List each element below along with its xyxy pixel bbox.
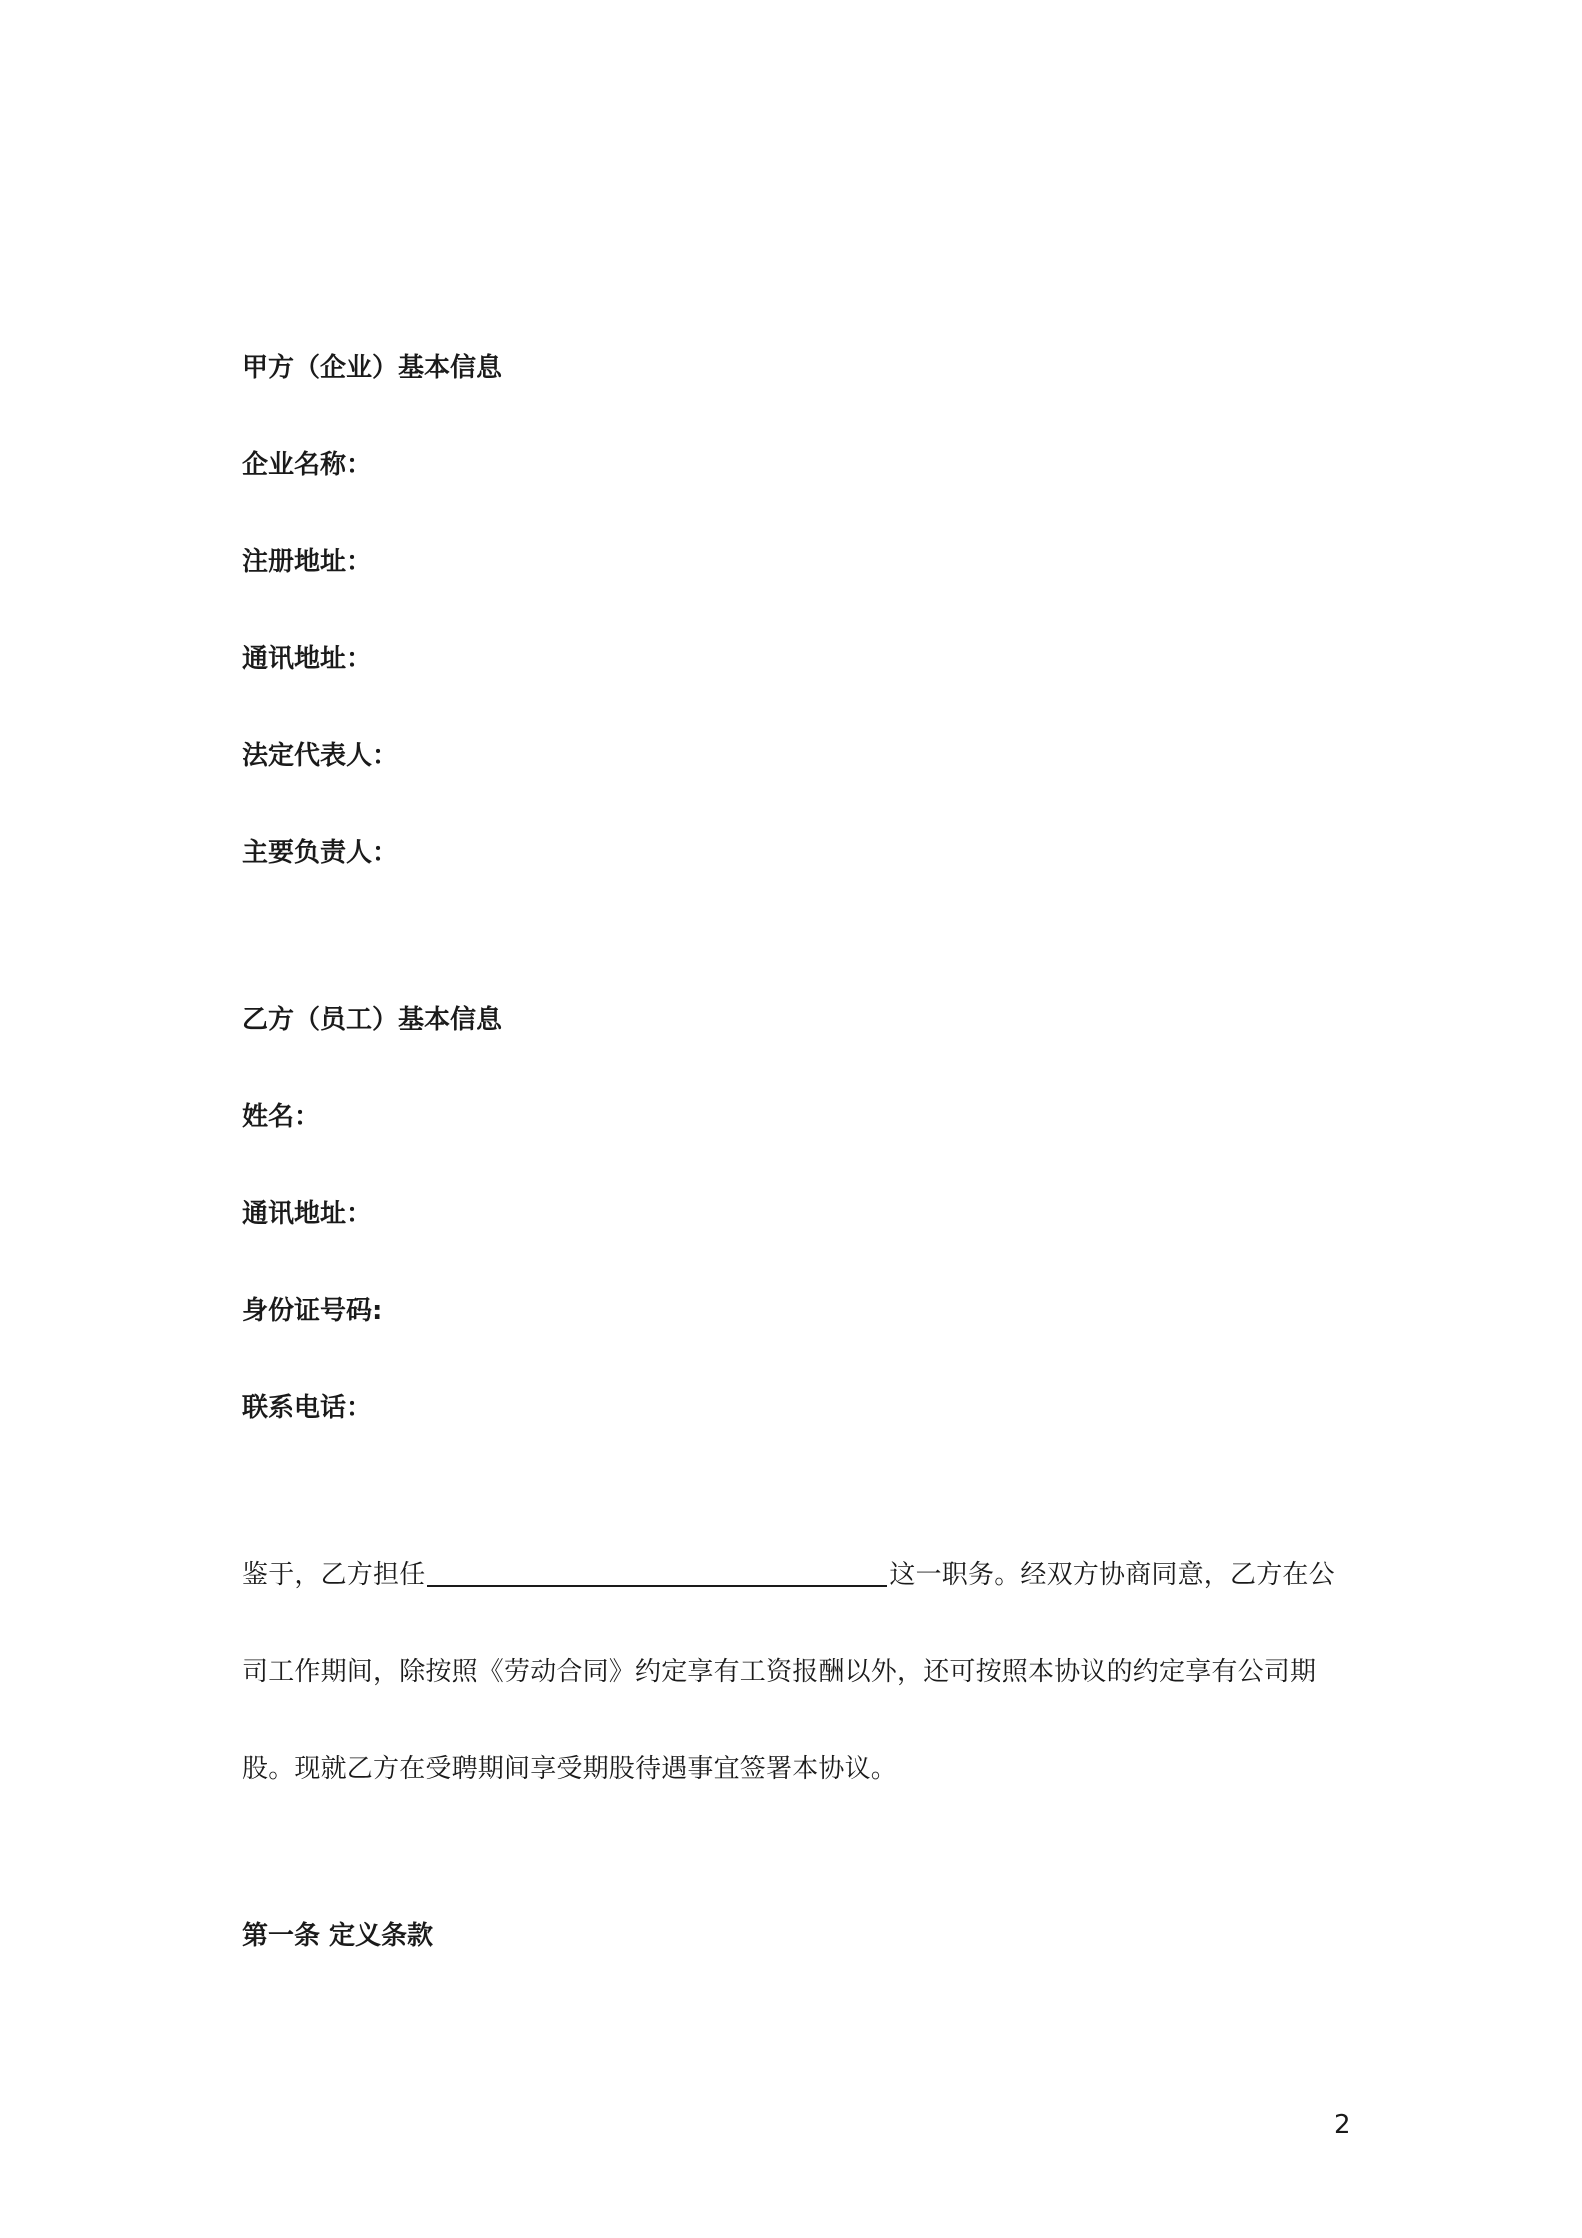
phone-label: 联系电话： [242, 1393, 373, 1423]
registered-address-label: 注册地址： [242, 547, 373, 577]
article-1-heading: 第一条 定义条款 [242, 1921, 434, 1951]
position-blank [427, 1557, 887, 1587]
id-number-label: 身份证号码: [242, 1296, 383, 1326]
preamble-line-1-start: 鉴于，乙方担任 [242, 1560, 426, 1590]
employee-name-label: 姓名： [242, 1102, 321, 1132]
preamble-line-3: 股。现就乙方在受聘期间享受期股待遇事宜签署本协议。 [242, 1754, 898, 1784]
party-a-heading: 甲方（企业）基本信息 [242, 353, 503, 383]
principal-person-label: 主要负责人： [242, 838, 399, 868]
preamble-line-1-end: 这一职务。经双方协商同意，乙方在公 [889, 1560, 1335, 1590]
page-number: 2 [1334, 2110, 1351, 2140]
party-b-heading: 乙方（员工）基本信息 [242, 1005, 503, 1035]
party-a-mailing-address-label: 通讯地址： [242, 644, 373, 674]
preamble-line-2: 司工作期间，除按照《劳动合同》约定享有工资报酬以外，还可按照本协议的约定享有公司期 [242, 1657, 1317, 1687]
legal-representative-label: 法定代表人： [242, 741, 399, 771]
company-name-label: 企业名称： [242, 450, 373, 480]
party-b-mailing-address-label: 通讯地址： [242, 1199, 373, 1229]
preamble-line-1 [242, 1555, 1335, 1595]
